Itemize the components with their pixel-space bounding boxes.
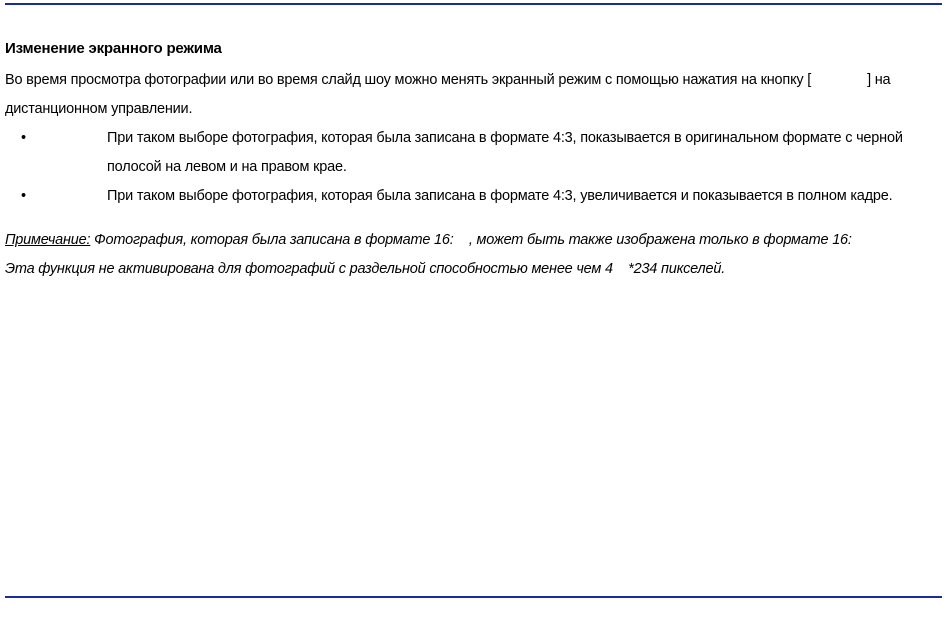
intro-text-end: ] на дистанционном управлении. (5, 72, 891, 117)
note-label: Примечание: (5, 232, 91, 248)
top-divider (5, 3, 942, 5)
list-item (5, 124, 945, 182)
intro-paragraph (5, 66, 945, 124)
note-text-1: Фотография, которая была записана в формате 16: , может быть также изображена только в формате 16: (90, 232, 852, 248)
bullet-icon: • (21, 130, 26, 146)
bullet-text: При таком выборе фотография, которая была записана в формате 4:3, увеличивается и показывается в полном кадре. (107, 188, 893, 204)
list-item (5, 182, 945, 211)
note-block (5, 226, 945, 284)
bullet-icon: • (21, 188, 26, 204)
bullet-text: При таком выборе фотография, которая была записана в формате 4:3, показывается в оригинальном формате с черной полосой на левом и на правом крае. (107, 130, 903, 175)
note-line-2: Эта функция не активирована для фотографий с раздельной способностью менее чем 4 *234 пикселей. (5, 261, 726, 277)
section-heading: Изменение экранного режима (5, 40, 222, 57)
note-line-1 (5, 226, 945, 255)
bullet-list (5, 124, 945, 211)
document-body (5, 38, 945, 284)
bottom-divider (5, 596, 942, 598)
intro-text-start: Во время просмотра фотографии или во время слайд шоу можно менять экранный режим с помощью нажатия на кнопку [ (5, 72, 812, 88)
